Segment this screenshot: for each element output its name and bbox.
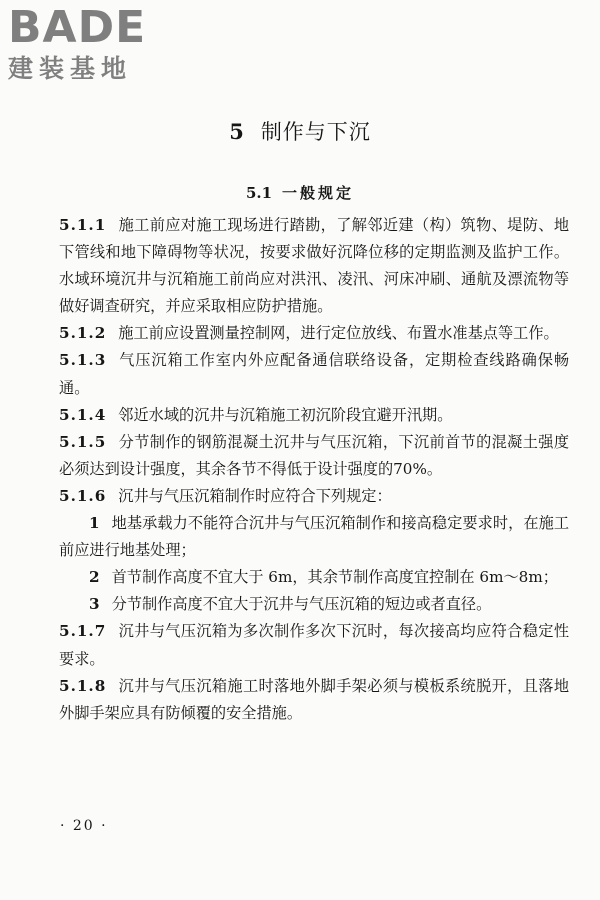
clause-text: 施工前应设置测量控制网，进行定位放线、布置水准基点等工作。: [118, 324, 559, 343]
section-title-text: 一般规定: [282, 184, 355, 202]
clause-5-1-8: [59, 673, 569, 727]
clause-5-1-7: [59, 618, 569, 672]
chapter-number: 5: [229, 119, 245, 144]
clause-number: 5.1.4: [59, 405, 107, 424]
clause-5-1-6: [59, 483, 569, 510]
item-text: 首节制作高度不宜大于 6m，其余节制作高度宜控制在 6m～8m；: [111, 568, 558, 587]
page-number: · 20 ·: [60, 818, 108, 834]
item-text: 地基承载力不能符合沉井与气压沉箱制作和接高稳定要求时，在施工前应进行地基处理；: [59, 514, 569, 560]
clause-5-1-5: [59, 429, 569, 483]
item-number: 1: [89, 514, 100, 533]
clause-text: 分节制作的钢筋混凝土沉井与气压沉箱，下沉前首节的混凝土强度必须达到设计强度，其余各节不得低于设计强度的70%。: [59, 432, 569, 478]
item-text: 分节制作高度不宜大于沉井与气压沉箱的短边或者直径。: [111, 595, 492, 614]
clause-number: 5.1.8: [59, 676, 107, 695]
item-number: 3: [89, 595, 100, 614]
clause-text: 气压沉箱工作室内外应配备通信联络设备，定期检查线路确保畅通。: [59, 351, 569, 397]
list-item-3: [59, 591, 569, 618]
document-body: [59, 212, 569, 727]
clause-5-1-2: [59, 320, 569, 347]
chapter-title: [0, 116, 600, 146]
clause-text: 施工前应对施工现场进行踏勘，了解邻近建（构）筑物、堤防、地下管线和地下障碍物等状况，按要求做好沉降位移的定期监测及监护工作。水域环境沉井与沉箱施工前尚应对洪汛、凌汛、河床冲刷、通航及漂流物等做好调查研究，并应采取相应防护措施。: [59, 216, 569, 316]
clause-number: 5.1.5: [59, 432, 107, 451]
clause-5-1-3: [59, 347, 569, 401]
list-item-2: [59, 564, 569, 591]
section-number: 5.1: [245, 184, 273, 202]
item-number: 2: [89, 568, 100, 587]
logo-wordmark: BADE: [8, 2, 147, 53]
clause-text: 沉井与气压沉箱制作时应符合下列规定：: [118, 486, 392, 505]
clause-5-1-4: [59, 402, 569, 429]
section-title: [0, 182, 600, 203]
clause-number: 5.1.1: [59, 216, 107, 234]
bade-logo: [8, 2, 178, 90]
clause-text: 沉井与气压沉箱施工时落地外脚手架必须与模板系统脱开，且落地外脚手架应具有防倾覆的安全措施。: [59, 676, 569, 722]
chapter-title-text: 制作与下沉: [260, 120, 371, 144]
clause-number: 5.1.6: [59, 486, 107, 505]
clause-number: 5.1.7: [59, 622, 107, 641]
clause-text: 沉井与气压沉箱为多次制作多次下沉时，每次接高均应符合稳定性要求。: [59, 622, 569, 668]
list-item-1: [59, 510, 569, 564]
clause-number: 5.1.3: [59, 351, 107, 370]
clause-text: 邻近水域的沉井与沉箱施工初沉阶段宜避开汛期。: [118, 405, 453, 424]
logo-subtitle: 建装基地: [8, 54, 133, 83]
clause-5-1-1: [59, 212, 569, 320]
clause-number: 5.1.2: [59, 324, 107, 343]
